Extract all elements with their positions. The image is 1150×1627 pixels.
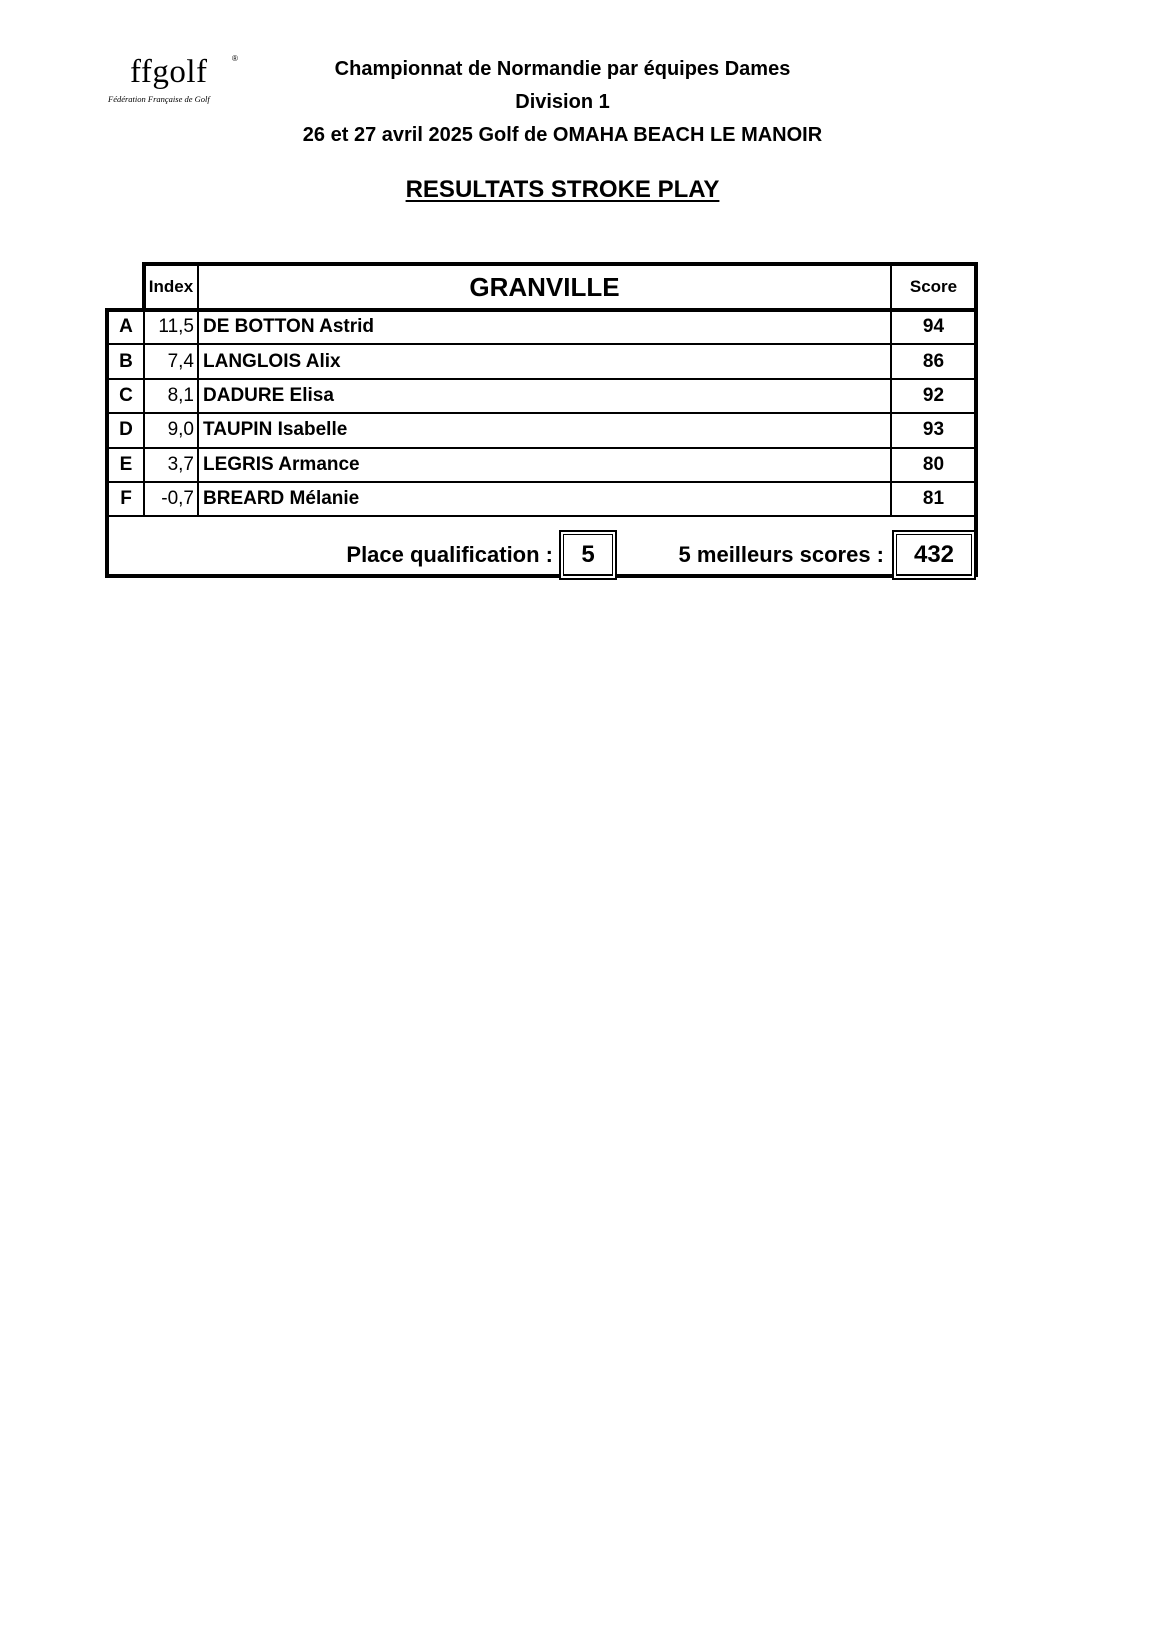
- index-header: Index: [148, 277, 194, 296]
- score-header: Score: [909, 277, 958, 296]
- player-score: 86: [922, 350, 945, 372]
- player-letter: C: [119, 384, 133, 406]
- logo-registered-mark: ®: [232, 54, 238, 63]
- team-name: GRANVILLE: [469, 271, 620, 302]
- division-title: Division 1: [515, 91, 610, 113]
- player-score: 80: [922, 453, 945, 475]
- place-qualification-value: 5: [581, 541, 595, 569]
- player-letter: F: [120, 488, 132, 510]
- score-divider: [890, 266, 892, 516]
- player-index: 11,5: [158, 316, 194, 338]
- player-score: 93: [922, 419, 945, 441]
- player-name: DADURE Elisa: [203, 384, 334, 406]
- place-qualification-label: Place qualification :: [346, 542, 553, 568]
- championship-title: Championnat de Normandie par équipes Dames: [334, 58, 791, 80]
- player-name: LANGLOIS Alix: [203, 350, 341, 372]
- player-letter: B: [119, 350, 133, 372]
- player-index: 8,1: [167, 384, 194, 406]
- player-letter: E: [119, 453, 133, 475]
- player-score: 81: [922, 488, 945, 510]
- player-index: -0,7: [161, 488, 194, 510]
- player-index: 3,7: [167, 453, 194, 475]
- player-letter: D: [119, 419, 133, 441]
- player-name: LEGRIS Armance: [203, 453, 360, 475]
- event-date-venue: 26 et 27 avril 2025 Golf de OMAHA BEACH LE MANOIR: [302, 124, 823, 146]
- player-score: 92: [922, 384, 945, 406]
- best-scores-value: 432: [913, 541, 955, 569]
- results-heading: RESULTATS STROKE PLAY: [405, 176, 720, 203]
- player-letter: A: [119, 316, 133, 338]
- best-scores-label: 5 meilleurs scores :: [678, 542, 884, 568]
- player-score: 94: [922, 316, 945, 338]
- player-index: 9,0: [167, 419, 194, 441]
- logo-wordmark: ffgolf: [130, 54, 208, 90]
- player-name: BREARD Mélanie: [203, 488, 360, 510]
- logo-subtitle: Fédération Française de Golf: [108, 94, 210, 104]
- results-table: [108, 272, 1016, 600]
- player-name: DE BOTTON Astrid: [203, 316, 375, 338]
- index-divider: [197, 266, 199, 516]
- player-name: TAUPIN Isabelle: [203, 419, 348, 441]
- player-index: 7,4: [167, 350, 194, 372]
